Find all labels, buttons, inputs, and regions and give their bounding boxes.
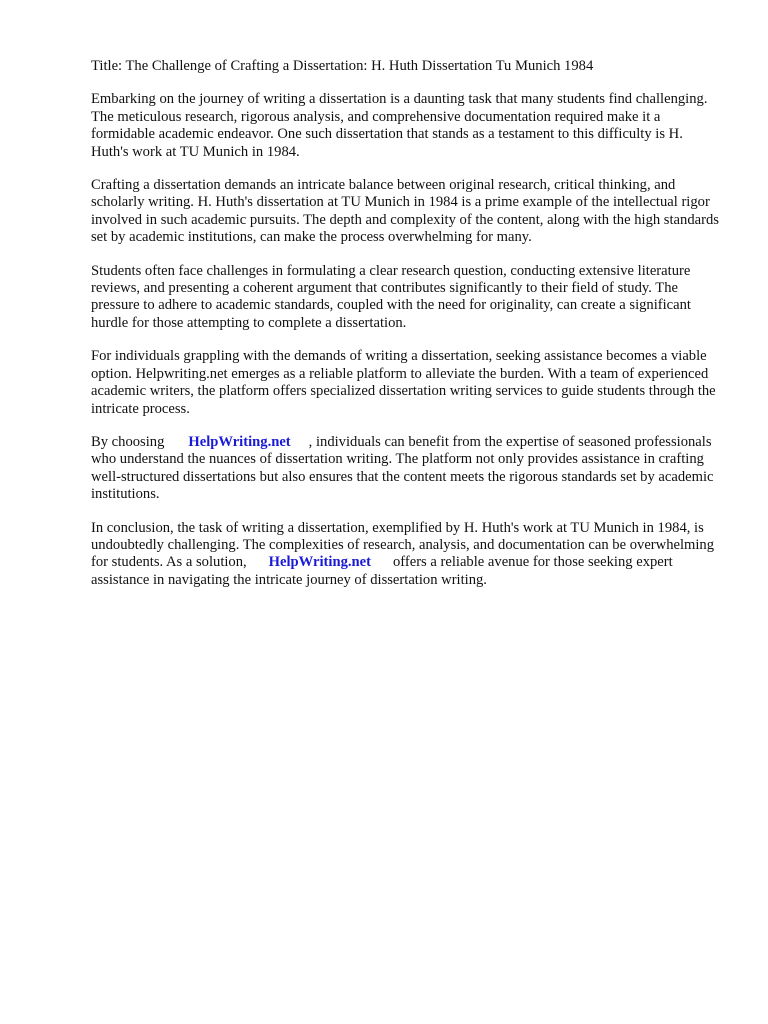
paragraph-conclusion-rest: offers a reliable avenue for those seeking expert assistance in navigating the intricate journey of dissertation writing.: [91, 554, 673, 588]
document-title: Title: The Challenge of Crafting a Dissertation: H. Huth Dissertation Tu Munich 1984: [91, 58, 594, 74]
paragraph-conclusion-lead: In conclusion, the task of writing a dissertation, exemplified by H. Huth's work at TU Munich in 1984, is undoubtedly challenging. The complexities of research, analysis, and documentation can be overwhelming for students. As a solution,: [91, 519, 715, 571]
paragraph-assistance: For individuals grappling with the demands of writing a dissertation, seeking assistance becomes a viable option. Helpwriting.net emerges as a reliable platform to alleviate the burden. With a team of experienced academic writers, the platform offers specialized dissertation writing services to guide students through the intricate process.: [91, 348, 716, 417]
paragraph-intro: Embarking on the journey of writing a dissertation is a daunting task that many students find challenging. The meticulous research, rigorous analysis, and comprehensive documentation required make it a formidable academic endeavor. One such dissertation that stands as a testament to this difficulty is H. Huth's work at TU Munich in 1984.: [91, 91, 708, 160]
paragraph-conclusion: [91, 520, 723, 590]
paragraph-choosing-lead: By choosing: [91, 433, 165, 450]
document-page: [91, 58, 723, 605]
paragraph-challenges: Students often face challenges in formulating a clear research question, conducting extensive literature reviews, and presenting a coherent argument that contributes significantly to their field of study. The pressure to adhere to academic standards, coupled with the need for originality, can create a significant hurdle for those attempting to complete a dissertation.: [91, 262, 691, 331]
helpwriting-link-conclusion[interactable]: HelpWriting.net: [268, 554, 371, 571]
paragraph-crafting: Crafting a dissertation demands an intricate balance between original research, critical thinking, and scholarly writing. H. Huth's dissertation at TU Munich in 1984 is a prime example of the intellectual rigor involved in such academic pursuits. The depth and complexity of the content, along with the high standards set by academic institutions, can make the process overwhelming for many.: [91, 177, 719, 246]
paragraph-choosing-rest: , individuals can benefit from the expertise of seasoned professionals who understand the nuances of dissertation writing. The platform not only provides assistance in crafting well-structured dissertations but also ensures that the content meets the rigorous standards set by academic institutions.: [91, 433, 714, 503]
paragraph-choosing: [91, 434, 723, 504]
helpwriting-link[interactable]: HelpWriting.net: [188, 433, 291, 450]
